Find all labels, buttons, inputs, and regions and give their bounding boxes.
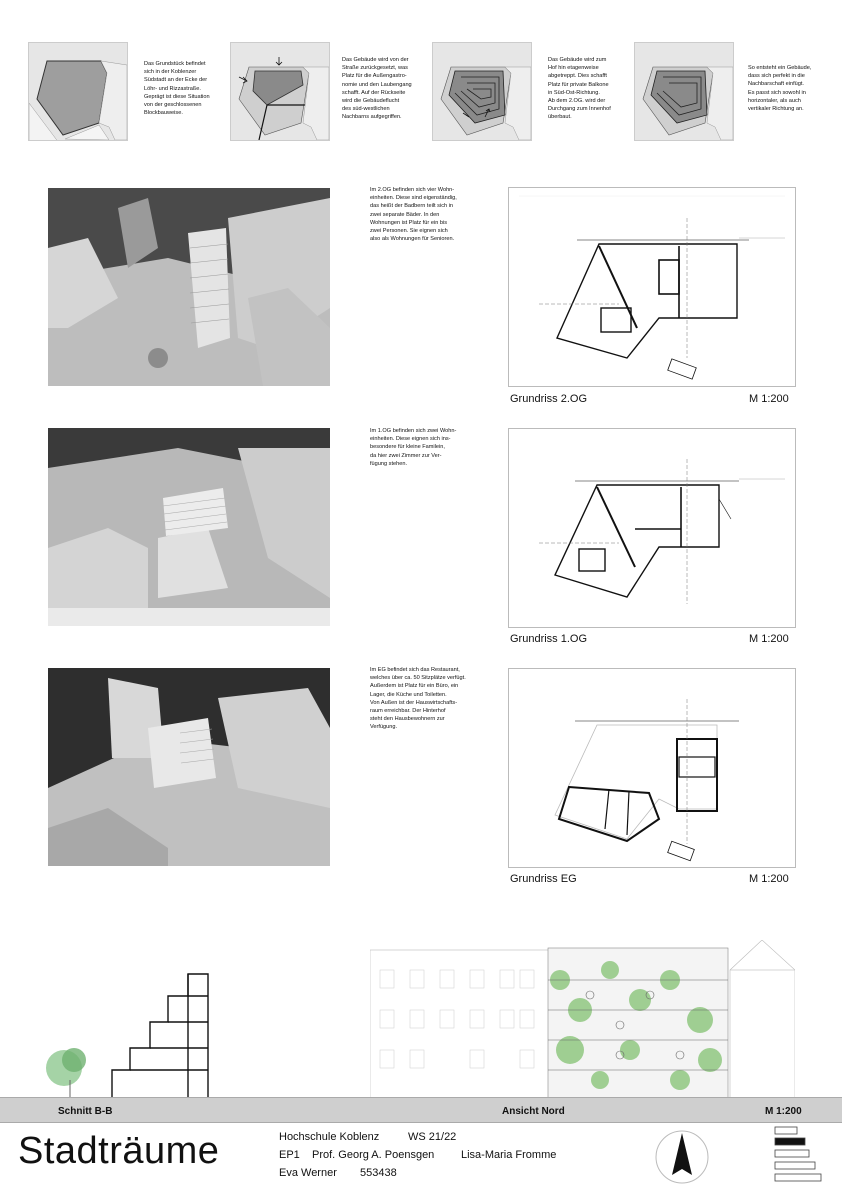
site-diagram-4	[634, 42, 734, 141]
floor-plan-2og-label: Grundriss 2.OG	[510, 393, 588, 405]
site-diagram-2-text: Das Gebäude wird von der Straße zurückgesetzt, was Platz für die Außengastro- nomie und den Laubengang schafft. Auf der Rückseite wird die Gebäudeflucht des süd-westlichen Nachbarns aufgegriffen.	[342, 57, 412, 121]
poster-title: Stadträume	[18, 1130, 220, 1172]
elevation-label: Ansicht Nord	[502, 1106, 565, 1117]
strip-scale: M 1:200	[765, 1106, 802, 1117]
floor-plan-eg-label: Grundriss EG	[510, 873, 577, 885]
semester: WS 21/22	[408, 1131, 457, 1143]
floor-plan-eg	[508, 668, 796, 868]
course-code: EP1	[279, 1149, 300, 1161]
site-diagram-1-text: Das Grundstück befindet sich in der Koblenzer Südstadt an der Ecke der Löhr- und Rizzastraße. Geprägt ist diese Situation von der geschlossenen Blockbauweise.	[144, 61, 210, 117]
professor-name: Prof. Georg A. Poensgen	[312, 1149, 435, 1161]
north-arrow-icon	[654, 1129, 710, 1185]
site-diagram-3-text: Das Gebäude wird zum Hof hin etagenweise abgetreppt. Dies schafft Platz für private Balkone in Süd-Ost-Richtung. Ab dem 2.OG. wird der Durchgang zum Innenhof überbaut.	[548, 57, 611, 121]
model-photo-eg	[48, 668, 330, 866]
site-diagram-2	[230, 42, 330, 141]
site-diagram-3	[432, 42, 532, 141]
label-strip	[0, 1097, 842, 1123]
floor-plan-eg-scale: M 1:200	[749, 873, 789, 885]
floor-plan-2og-scale: M 1:200	[749, 393, 789, 405]
student-name: Eva Werner	[279, 1167, 337, 1179]
site-diagram-1	[28, 42, 128, 141]
student-number: 553438	[360, 1167, 397, 1179]
floor-1og-description: Im 1.OG befinden sich zwei Wohn- einheiten. Diese eignen sich ins- besondere für kleine Familein, da hier zwei Zimmer zur Ver- fügung stehen.	[370, 428, 457, 467]
floor-2og-description: Im 2.OG befinden sich vier Wohn- einheiten. Diese sind eigenständig, das heißt der Badbern teilt sich in zwei separate Bäder. In den Wohnungen ist Platz für ein bis zwei Personen. Sie eignen sich also als Wohnungen für Senioren.	[370, 187, 457, 243]
model-photo-2og	[48, 188, 330, 386]
floor-eg-description: Im EG befindet sich das Restaurant, welches über ca. 50 Sitzplätze verfügt. Außerdem ist Platz für ein Büro, ein Lager, die Küche und Toiletten. Von Außen ist der Hauswirtschafts- raum erreichbar. Der Hinterhof steht den Hausbewohnern zur Verfügung.	[370, 667, 466, 731]
site-diagram-4-text: So entsteht ein Gebäude, dass sich perfekt in die Nachbarschaft einfügt. Es passt sich sowohl in horizontaler, als auch vertikaler Richtung an.	[748, 65, 812, 113]
school-name: Hochschule Koblenz	[279, 1131, 380, 1143]
north-elevation-drawing	[370, 940, 795, 1098]
model-photo-1og	[48, 428, 330, 626]
floor-plan-1og-scale: M 1:200	[749, 633, 789, 645]
floor-plan-1og	[508, 428, 796, 628]
floor-plan-2og	[508, 187, 796, 387]
section-label: Schnitt B-B	[58, 1106, 113, 1117]
assistant-name: Lisa-Maria Fromme	[461, 1149, 557, 1161]
scale-bar-icon	[774, 1126, 824, 1186]
floor-plan-1og-label: Grundriss 1.OG	[510, 633, 588, 645]
section-drawing	[40, 960, 220, 1098]
